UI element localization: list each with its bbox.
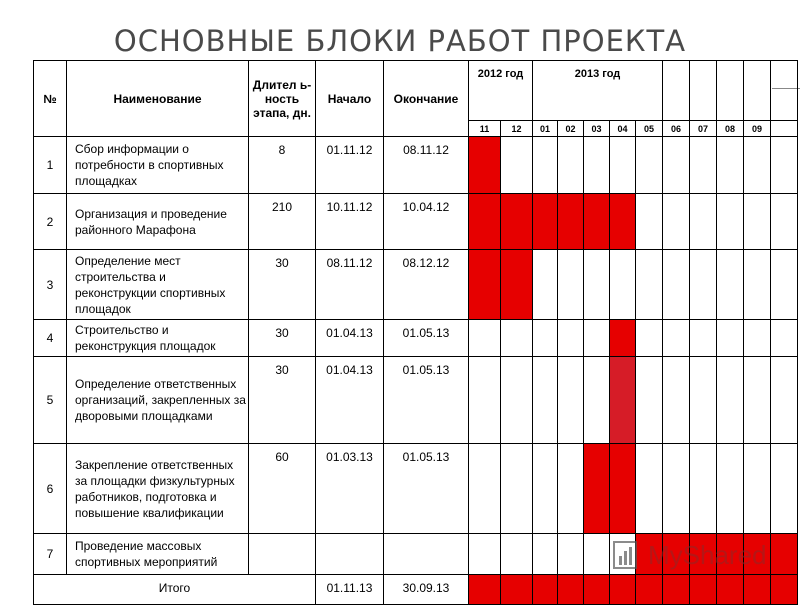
gantt-table	[33, 60, 798, 605]
task-start-date: 10.11.12	[316, 194, 384, 250]
gantt-empty-cell	[717, 137, 744, 194]
gantt-empty-cell	[558, 444, 584, 534]
month-header: 01	[533, 121, 558, 137]
gantt-bar-cell	[690, 575, 717, 605]
gantt-empty-cell	[690, 320, 717, 357]
gantt-empty-cell	[636, 194, 663, 250]
total-end-date: 30.09.13	[384, 575, 469, 605]
header-end: Окончание	[384, 61, 469, 137]
header-empty-cell	[717, 61, 744, 121]
gantt-empty-cell	[501, 534, 533, 575]
gantt-empty-cell	[663, 137, 690, 194]
gantt-empty-cell	[717, 320, 744, 357]
gantt-empty-cell	[501, 357, 533, 444]
gantt-empty-cell	[717, 357, 744, 444]
task-end-date	[384, 534, 469, 575]
row-number: 1	[34, 137, 67, 194]
task-end-date: 01.05.13	[384, 320, 469, 357]
gantt-empty-cell	[584, 137, 610, 194]
task-duration: 30	[249, 250, 316, 320]
task-duration: 30	[249, 320, 316, 357]
month-header: 04	[610, 121, 636, 137]
gantt-bar-cell	[636, 534, 663, 575]
gantt-bar-cell	[469, 194, 501, 250]
gantt-empty-cell	[469, 534, 501, 575]
table-row	[34, 320, 798, 357]
row-number: 4	[34, 320, 67, 357]
header-empty-cell	[744, 61, 771, 121]
month-header: 09	[744, 121, 771, 137]
gantt-bar-cell	[469, 575, 501, 605]
gantt-bar-cell	[610, 194, 636, 250]
gantt-empty-cell	[744, 194, 771, 250]
gantt-empty-cell	[690, 137, 717, 194]
watermark-text: MyShared	[648, 540, 767, 570]
row-number: 3	[34, 250, 67, 320]
month-header: 03	[584, 121, 610, 137]
gantt-empty-cell	[744, 357, 771, 444]
header-empty-cell	[771, 61, 798, 121]
gantt-empty-cell	[610, 250, 636, 320]
task-end-date: 01.05.13	[384, 444, 469, 534]
gantt-bar-cell	[636, 575, 663, 605]
gantt-empty-cell	[610, 534, 636, 575]
gantt-empty-cell	[610, 137, 636, 194]
gantt-bar-cell	[558, 575, 584, 605]
gantt-bar-cell	[663, 575, 690, 605]
gantt-empty-cell	[558, 534, 584, 575]
gantt-bar-cell	[771, 534, 798, 575]
gantt-empty-cell	[690, 444, 717, 534]
header-empty-cell	[690, 61, 717, 121]
month-header: 11	[469, 121, 501, 137]
gantt-empty-cell	[744, 320, 771, 357]
task-name: Закрепление ответственных за площадки физкультурных работников, подготовка и повышение квалификации	[67, 444, 249, 534]
task-duration: 30	[249, 357, 316, 444]
gantt-empty-cell	[717, 194, 744, 250]
gantt-bar-cell	[584, 444, 610, 534]
row-number: 6	[34, 444, 67, 534]
gantt-empty-cell	[636, 137, 663, 194]
task-duration: 8	[249, 137, 316, 194]
table-row	[34, 357, 798, 444]
gantt-empty-cell	[717, 250, 744, 320]
gantt-empty-cell	[690, 194, 717, 250]
header-no: №	[34, 61, 67, 137]
gantt-bar-cell	[663, 534, 690, 575]
month-header: 05	[636, 121, 663, 137]
row-number: 2	[34, 194, 67, 250]
gantt-empty-cell	[636, 250, 663, 320]
gantt-empty-cell	[663, 250, 690, 320]
gantt-empty-cell	[636, 357, 663, 444]
gantt-bar-cell	[533, 575, 558, 605]
gantt-empty-cell	[771, 137, 798, 194]
month-header: 06	[663, 121, 690, 137]
gantt-empty-cell	[533, 444, 558, 534]
gantt-bar-cell	[533, 194, 558, 250]
gantt-bar-cell	[558, 194, 584, 250]
month-header: 12	[501, 121, 533, 137]
task-end-date: 08.12.12	[384, 250, 469, 320]
gantt-bar-cell	[717, 534, 744, 575]
task-name: Определение ответственных организаций, закрепленных за дворовыми площадками	[67, 357, 249, 444]
gantt-empty-cell	[501, 320, 533, 357]
task-name: Сбор информации о потребности в спортивных площадках	[67, 137, 249, 194]
table-row	[34, 250, 798, 320]
gantt-empty-cell	[663, 194, 690, 250]
gantt-bar-cell	[584, 575, 610, 605]
gantt-empty-cell	[771, 357, 798, 444]
month-header: 02	[558, 121, 584, 137]
gantt-empty-cell	[636, 320, 663, 357]
gantt-empty-cell	[690, 357, 717, 444]
gantt-empty-cell	[771, 250, 798, 320]
gantt-empty-cell	[744, 250, 771, 320]
header-name: Наименование	[67, 61, 249, 137]
gantt-empty-cell	[533, 250, 558, 320]
row-number: 5	[34, 357, 67, 444]
task-duration: 210	[249, 194, 316, 250]
task-start-date: 01.11.12	[316, 137, 384, 194]
gantt-bar-cell	[469, 250, 501, 320]
header-year-2012: 2012 год	[469, 61, 533, 121]
gantt-bar-cell	[501, 250, 533, 320]
task-duration: 60	[249, 444, 316, 534]
task-name: Проведение массовых спортивных мероприятий	[67, 534, 249, 575]
slide-title: ОСНОВНЫЕ БЛОКИ РАБОТ ПРОЕКТА	[113, 24, 687, 58]
header-row-1	[34, 61, 798, 121]
gantt-empty-cell	[663, 357, 690, 444]
gantt-empty-cell	[533, 137, 558, 194]
gantt-empty-cell	[584, 250, 610, 320]
gantt-bar-cell	[610, 575, 636, 605]
gantt-bar-cell	[501, 575, 533, 605]
task-end-date: 10.04.12	[384, 194, 469, 250]
gantt-bar-cell	[501, 194, 533, 250]
gantt-empty-cell	[469, 357, 501, 444]
gantt-empty-cell	[469, 320, 501, 357]
gantt-bar-cell	[744, 534, 771, 575]
task-start-date: 01.03.13	[316, 444, 384, 534]
gantt-empty-cell	[501, 444, 533, 534]
task-start-date	[316, 534, 384, 575]
gantt-empty-cell	[558, 320, 584, 357]
table-row	[34, 534, 798, 575]
gantt-empty-cell	[584, 320, 610, 357]
header-duration: Длител ь-ность этапа, дн.	[249, 61, 316, 137]
gantt-empty-cell	[744, 444, 771, 534]
gantt-bar-cell	[744, 575, 771, 605]
table-row	[34, 137, 798, 194]
gantt-empty-cell	[533, 320, 558, 357]
gantt-empty-cell	[744, 137, 771, 194]
total-row	[34, 575, 798, 605]
gantt-empty-cell	[584, 357, 610, 444]
gantt-empty-cell	[663, 444, 690, 534]
gantt-empty-cell	[771, 444, 798, 534]
gantt-empty-cell	[584, 534, 610, 575]
header-start: Начало	[316, 61, 384, 137]
gantt-empty-cell	[771, 320, 798, 357]
task-start-date: 01.04.13	[316, 357, 384, 444]
month-header-empty	[771, 121, 798, 137]
task-start-date: 08.11.12	[316, 250, 384, 320]
header-year-2013: 2013 год	[533, 61, 663, 121]
total-start-date: 01.11.13	[316, 575, 384, 605]
month-header: 08	[717, 121, 744, 137]
task-start-date: 01.04.13	[316, 320, 384, 357]
gantt-bar-cell	[469, 137, 501, 194]
gantt-empty-cell	[533, 534, 558, 575]
table-row	[34, 194, 798, 250]
task-end-date: 08.11.12	[384, 137, 469, 194]
gantt-bar-cell	[610, 444, 636, 534]
month-header: 07	[690, 121, 717, 137]
gantt-empty-cell	[690, 250, 717, 320]
gantt-empty-cell	[717, 444, 744, 534]
total-label: Итого	[34, 575, 316, 605]
task-duration	[249, 534, 316, 575]
gantt-empty-cell	[663, 320, 690, 357]
task-end-date: 01.05.13	[384, 357, 469, 444]
gantt-bar-cell	[610, 357, 636, 444]
gantt-bar-cell	[690, 534, 717, 575]
gantt-empty-cell	[533, 357, 558, 444]
gantt-empty-cell	[558, 137, 584, 194]
gantt-bar-cell	[610, 320, 636, 357]
gantt-empty-cell	[636, 444, 663, 534]
header-empty-cell	[663, 61, 690, 121]
task-name: Организация и проведение районного Марафона	[67, 194, 249, 250]
table-row	[34, 444, 798, 534]
gantt-bar-cell	[771, 575, 798, 605]
task-name: Строительство и реконструкция площадок	[67, 320, 249, 357]
gantt-empty-cell	[558, 250, 584, 320]
row-number: 7	[34, 534, 67, 575]
gantt-empty-cell	[771, 194, 798, 250]
gantt-bar-cell	[717, 575, 744, 605]
gantt-empty-cell	[558, 357, 584, 444]
task-name: Определение мест строительства и реконструкции спортивных площадок	[67, 250, 249, 320]
gantt-empty-cell	[469, 444, 501, 534]
gantt-bar-cell	[584, 194, 610, 250]
gantt-empty-cell	[501, 137, 533, 194]
